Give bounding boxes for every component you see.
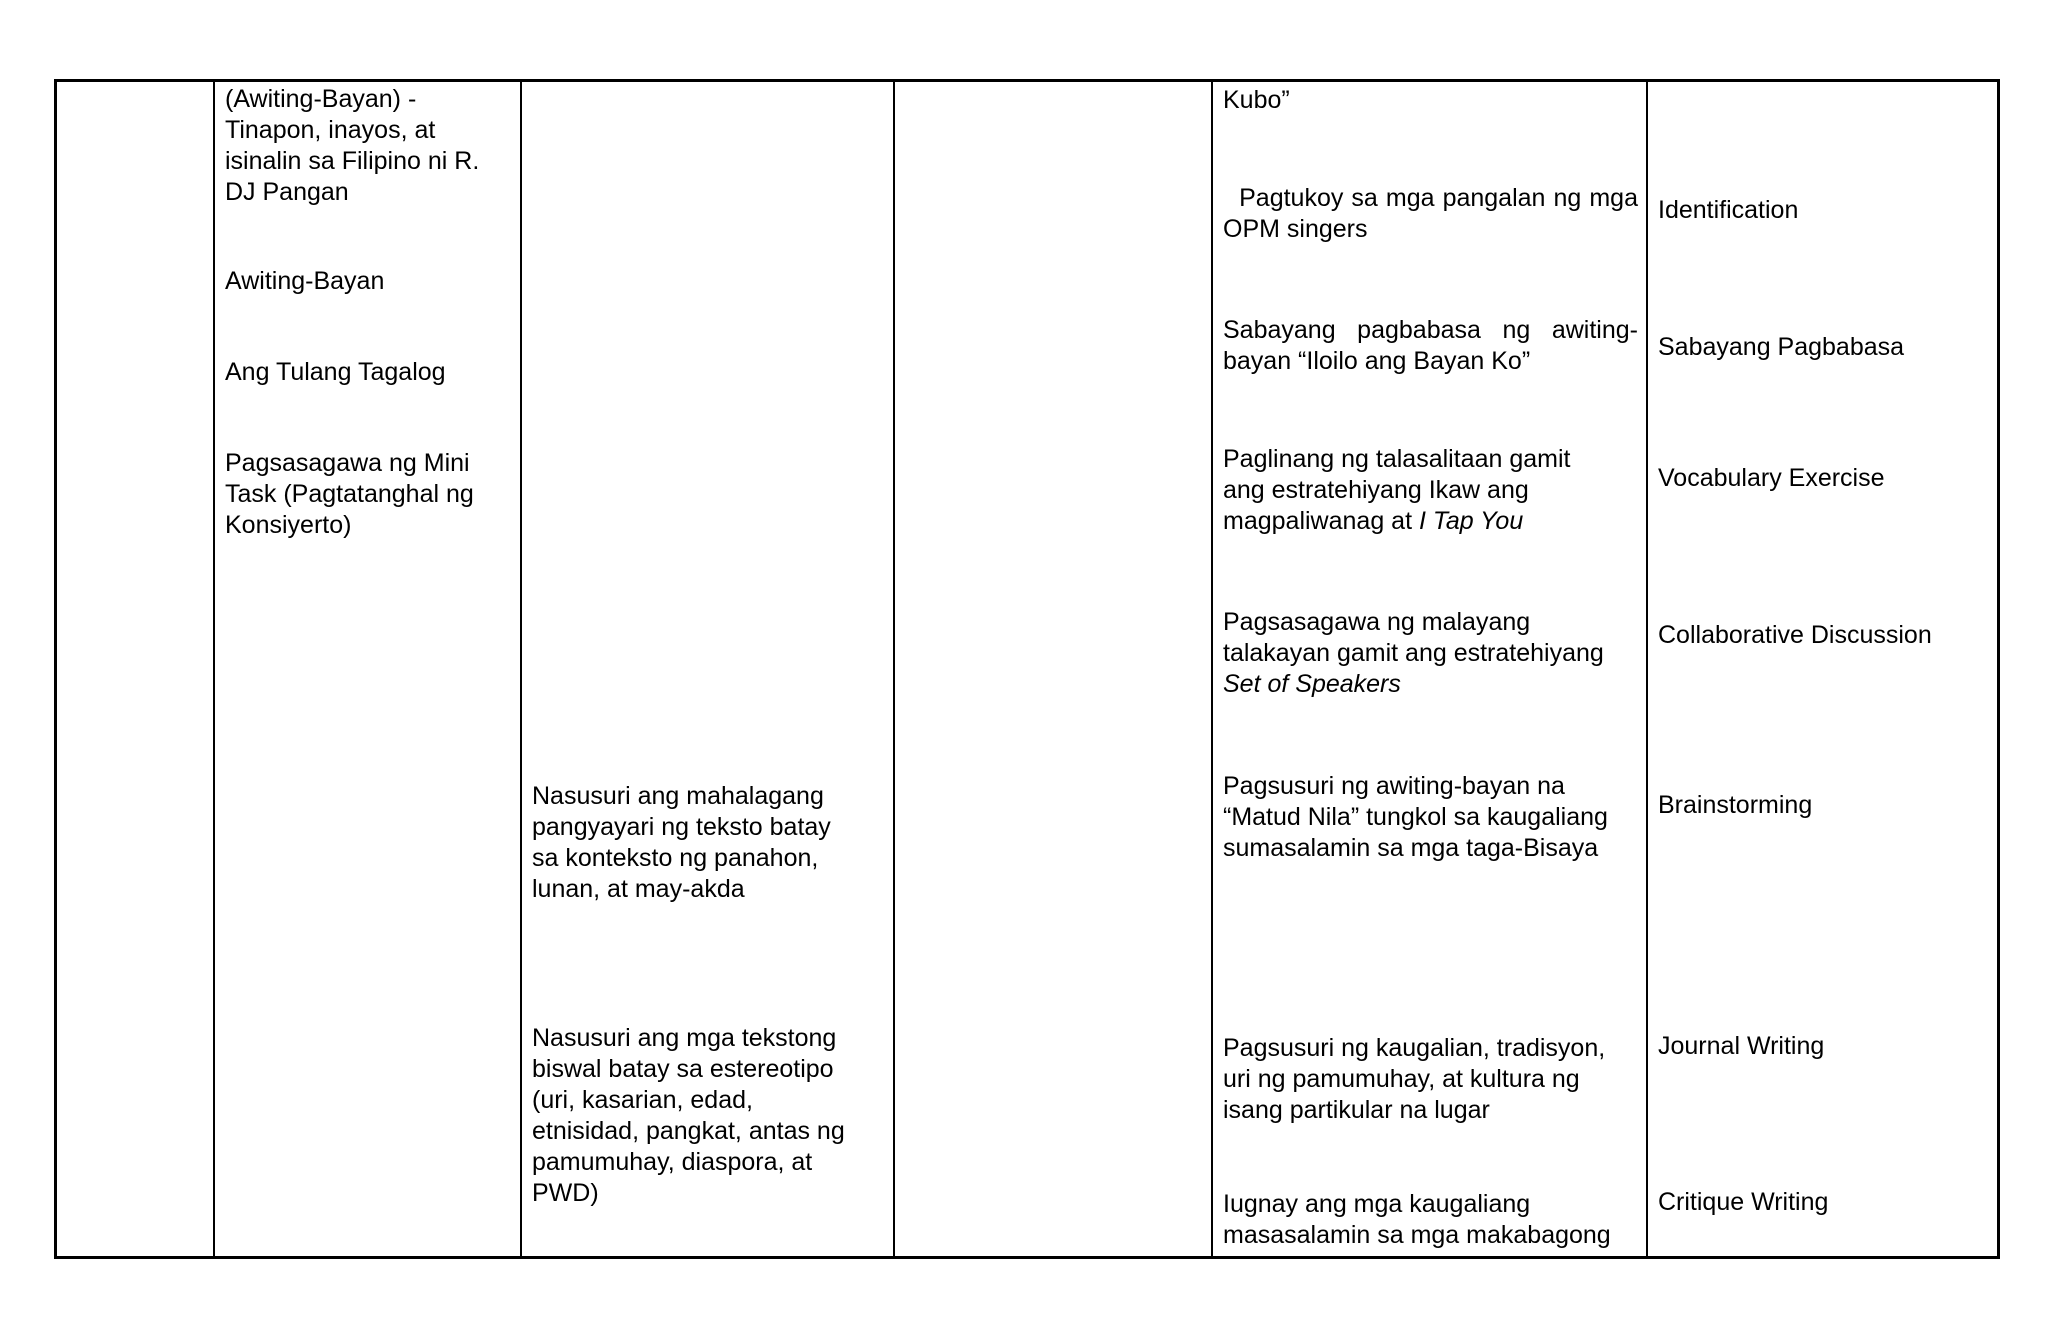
activity-talakayan-strategy: Set of Speakers bbox=[1223, 670, 1401, 698]
topic-awiting-bayan: Awiting-Bayan bbox=[225, 267, 385, 295]
activity-kubo-continuation: Kubo” bbox=[1223, 86, 1290, 114]
strategy-critique-writing: Critique Writing bbox=[1658, 1188, 1829, 1216]
cell-column-1 bbox=[57, 82, 213, 1256]
strategy-sabayang-pagbabasa: Sabayang Pagbabasa bbox=[1658, 333, 1905, 361]
activity-pagsusuri-kaugalian: Pagsusuri ng kaugalian, tradisyon, uri ng pamumuhay, at kultura ng isang partikular na lugar bbox=[1223, 1034, 1606, 1124]
cell-column-4 bbox=[895, 82, 1211, 1256]
lesson-plan-table bbox=[54, 79, 2000, 1259]
strategy-collaborative-discussion: Collaborative Discussion bbox=[1658, 621, 1932, 649]
column-divider-4 bbox=[1211, 82, 1213, 1256]
activity-pagtukoy-opm: Pagtukoy sa mga pangalan ng mga OPM singers bbox=[1223, 184, 1645, 243]
column-divider-2 bbox=[520, 82, 522, 1256]
strategy-journal-writing: Journal Writing bbox=[1658, 1032, 1825, 1060]
activity-paglinang-talasalitaan bbox=[1223, 444, 1638, 537]
activity-talakayan-text: Pagsasagawa ng malayang talakayan gamit ang estratehiyang bbox=[1223, 608, 1604, 667]
topic-tulang-tagalog: Ang Tulang Tagalog bbox=[225, 358, 446, 386]
topic-mini-task: Pagsasagawa ng Mini Task (Pagtatanghal ng Konsiyerto) bbox=[225, 449, 474, 539]
topic-awiting-bayan-source: (Awiting-Bayan) - Tinapon, inayos, at isinalin sa Filipino ni R. DJ Pangan bbox=[225, 85, 480, 206]
strategy-vocabulary-exercise: Vocabulary Exercise bbox=[1658, 464, 1885, 492]
column-divider-5 bbox=[1646, 82, 1648, 1256]
strategy-identification: Identification bbox=[1658, 196, 1799, 224]
column-divider-1 bbox=[213, 82, 215, 1256]
competency-pangyayari: Nasusuri ang mahalagang pangyayari ng teksto batay sa konteksto ng panahon, lunan, at may-akda bbox=[532, 782, 831, 903]
activity-paglinang-strategy: I Tap You bbox=[1418, 507, 1524, 535]
activity-paglinang-text: Paglinang ng talasalitaan gamit ang estratehiyang Ikaw ang magpaliwanag at bbox=[1223, 445, 1571, 535]
activity-iugnay-kaugalian: Iugnay ang mga kaugaliang masasalamin sa mga makabagong bbox=[1223, 1190, 1611, 1249]
strategy-brainstorming: Brainstorming bbox=[1658, 791, 1813, 819]
activity-sabayang-pagbabasa: Sabayang pagbabasa ng awiting-bayan “Iloilo ang Bayan Ko” bbox=[1223, 316, 1638, 375]
activity-malayang-talakayan bbox=[1223, 607, 1638, 700]
competency-tekstong-biswal: Nasusuri ang mga tekstong biswal batay sa estereotipo (uri, kasarian, edad, etnisidad, pangkat, antas ng pamumuhay, diaspora, at PWD) bbox=[532, 1024, 845, 1207]
activity-matud-nila: Pagsusuri ng awiting-bayan na “Matud Nila” tungkol sa kaugaliang sumasalamin sa mga taga-Bisaya bbox=[1223, 772, 1608, 862]
